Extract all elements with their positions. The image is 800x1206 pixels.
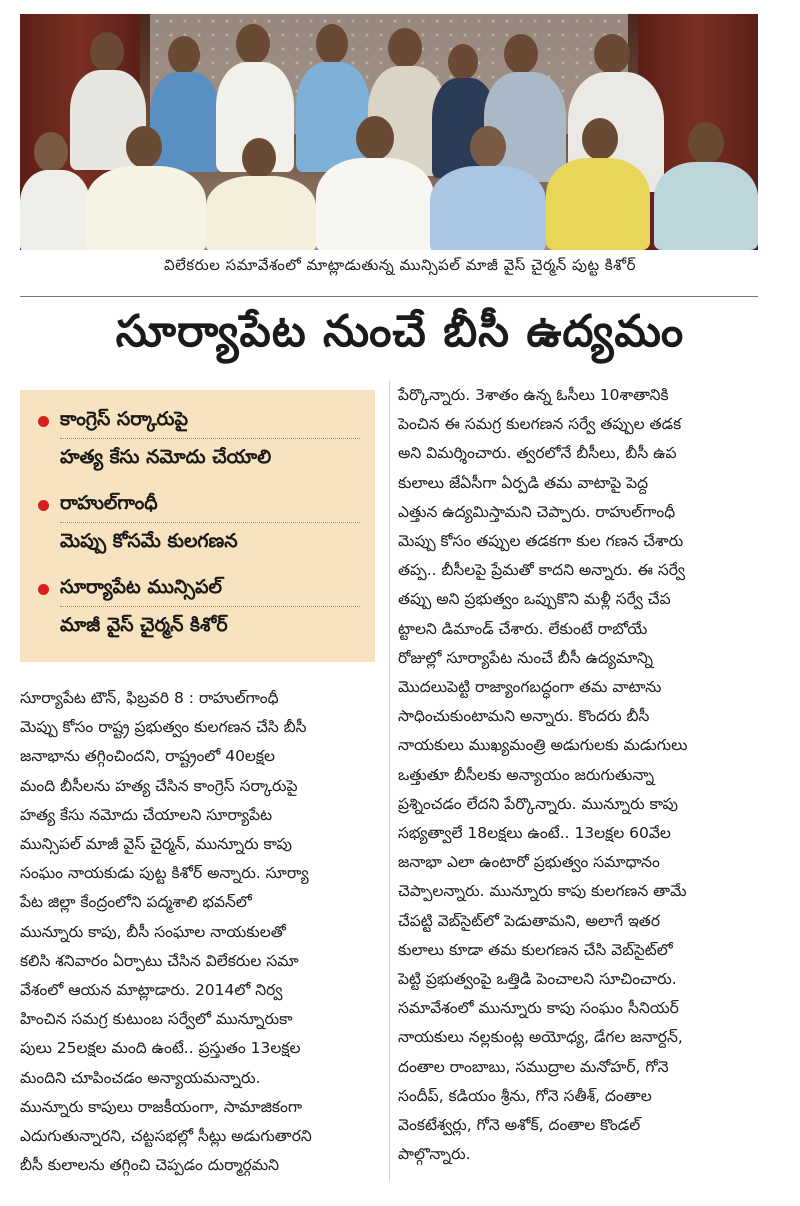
bullet-icon: [38, 584, 49, 595]
article-line: సభ్యత్వాలే 18లక్షలు ఉంటే.. 13లక్షల 60వేల: [398, 824, 671, 843]
article-line: జనాభాను తగ్గించిందని, రాష్ట్రంలో 40లక్షల: [20, 747, 276, 766]
article-line: మొదలుపెట్టి రాజ్యాంగబద్ధంగా తమ వాటాను: [398, 678, 662, 697]
article-line: కలిసి శనివారం ఏర్పాటు చేసిన విలేకరుల సమా: [20, 951, 299, 970]
highlight-line: మాజీ వైస్ చైర్మన్ కిశోర్: [60, 614, 228, 636]
column-divider: [389, 381, 390, 1181]
article-line: పెంచిన ఈ సమగ్ర కులగణన సర్వే తప్పుల తడక: [398, 415, 682, 434]
article-line: సమావేశంలో మున్నూరు కాపు సంఘం సీనియర్: [398, 999, 679, 1018]
article-line: జనాభా ఎలా ఉంటారో ప్రభుత్వం సమాధానం: [398, 853, 660, 872]
article-line: చెప్పాలన్నారు. మున్నూరు కాపు కులగణన తామే: [398, 882, 687, 901]
article-line: కులాలు కూడా తమ కులగణన చేసి వెబ్‌సైట్‌లో: [398, 940, 673, 959]
highlight-line: రాహుల్‌గాంధీ: [60, 492, 158, 514]
article-line: తప్పు అని ప్రభుత్వం ఒప్పుకొని మళ్లీ సర్వే చేప: [398, 590, 671, 609]
highlight-line: సూర్యాపేట మున్సిపల్: [60, 576, 222, 598]
news-photo: [20, 14, 758, 250]
article-line: కులాలు జేఏసీగా ఏర్పడి తమ వాటాపై పెద్ద: [398, 473, 649, 492]
article-line: మందిని చూపించడం అన్యాయమన్నారు.: [20, 1068, 261, 1087]
article-line: నాయకులు ముఖ్యమంత్రి అడుగులకు మడుగులు: [398, 736, 688, 755]
highlight-line: హత్య కేసు నమోదు చేయాలి: [60, 446, 272, 468]
article-line: బీసీ కులాలను తగ్గించి చెప్పడం దుర్మార్గమని: [20, 1156, 280, 1175]
article-line: ట్టాలని డిమాండ్ చేశారు. లేకుంటే రాబోయే: [398, 619, 648, 638]
bullet-icon: [38, 416, 49, 427]
highlight-line: కాంగ్రెస్ సర్కారుపై: [60, 408, 189, 430]
bullet-icon: [38, 500, 49, 511]
article-line: చేపట్టి వెబ్‌సైట్‌లో పెడుతామని, అలాగే ఇతర: [398, 911, 661, 930]
article-line: పెట్టి ప్రభుత్వంపై ఒత్తిడి పెంచాలని సూచించారు.: [398, 970, 677, 989]
article-line: ప్రశ్నించడం లేదని పేర్కొన్నారు. మున్నూరు కాపు: [398, 794, 679, 813]
photo-caption: విలేకరుల సమావేశంలో మాట్లాడుతున్న మున్సిపల్ మాజీ వైస్ చైర్మన్ పుట్ట కిశోర్: [164, 256, 636, 274]
article-line: పాల్గొన్నారు.: [398, 1145, 471, 1164]
article-line: సందీప్, కడియం శ్రీను, గోనె సతీశ్, దంతాల: [398, 1086, 652, 1105]
article-line: మున్నూరు కాపులు రాజకీయంగా, సామాజికంగా: [20, 1097, 303, 1116]
article-line: వేశంలో ఆయన మాట్లాడారు. 2014లో నిర్వ: [20, 981, 283, 1000]
article-line: మున్సిపల్ మాజీ వైస్ చైర్మన్, మున్నూరు కాపు: [20, 835, 292, 854]
article-line: తప్ప.. బీసీలపై ప్రేమతో కాదని అన్నారు. ఈ సర్వే: [398, 561, 685, 580]
article-column-left: [20, 684, 382, 1180]
caption-rule: [20, 296, 758, 297]
article-line: సంఘం నాయకుడు పుట్ట కిశోర్ అన్నారు. సూర్యా: [20, 864, 309, 883]
article-line: హించిన సమగ్ర కుటుంబ సర్వేలో మున్నూరుకా: [20, 1010, 293, 1029]
article-line: ఎదుగుతున్నారని, చట్టసభల్లో సీట్లు అడుగుతారని: [20, 1127, 312, 1146]
article-line: మంది బీసీలను హత్య చేసిన కాంగ్రెస్ సర్కారుపై: [20, 776, 298, 795]
article-line: వెంకటేశ్వర్లు, గోనె అశోక్, దంతాల కొండల్: [398, 1116, 641, 1135]
article-line: పేట జిల్లా కేంద్రంలోని పద్మశాలి భవన్‌లో: [20, 893, 252, 912]
highlight-line: మెప్పు కోసమే కులగణన: [60, 530, 238, 552]
article-line: మెప్పు కోసం తప్పుల తడకగా కుల గణన చేశారు: [398, 532, 684, 551]
article-line: హత్య కేసు నమోదు చేయాలని సూర్యాపేట: [20, 805, 273, 824]
article-line: ఒత్తుతూ బీసీలకు అన్యాయం జరుగుతున్నా: [398, 765, 655, 784]
article-line: మెప్పు కోసం రాష్ట్ర ప్రభుత్వం కులగణన చేసి బీసీ: [20, 718, 307, 737]
article-line: రోజుల్లో సూర్యాపేట నుంచే బీసీ ఉద్యమాన్ని: [398, 648, 654, 667]
article-line: అని విమర్శించారు. త్వరలోనే బీసీలు, బీసీ ఉప: [398, 444, 677, 463]
headline: సూర్యాపేట నుంచే బీసీ ఉద్యమం: [115, 306, 685, 357]
article-line: నాయకులు నల్లకుంట్ల అయోధ్య, డేగల జనార్దన్,: [398, 1028, 683, 1047]
highlights-box: [20, 390, 375, 662]
article-line: సాధించుకుంటామని అన్నారు. కొందరు బీసీ: [398, 707, 650, 726]
article-line: ఎత్తున ఉద్యమిస్తామని చెప్పారు. రాహుల్‌గాంధీ: [398, 502, 676, 521]
article-column-right: [398, 381, 770, 1169]
article-line: దంతాల రాంబాబు, సముద్రాల మనోహర్, గోనె: [398, 1057, 669, 1076]
article-line: సూర్యాపేట టౌన్, ఫిబ్రవరి 8 : రాహుల్‌గాంధీ: [20, 689, 279, 707]
article-line: పులు 25లక్షల మంది ఉంటే.. ప్రస్తుతం 13లక్షల: [20, 1039, 301, 1058]
article-line: పేర్కొన్నారు. 3శాతం ఉన్న ఓసీలు 10శాతానికి: [398, 386, 669, 404]
article-line: మున్నూరు కాపు, బీసీ సంఘాల నాయకులతో: [20, 922, 286, 941]
